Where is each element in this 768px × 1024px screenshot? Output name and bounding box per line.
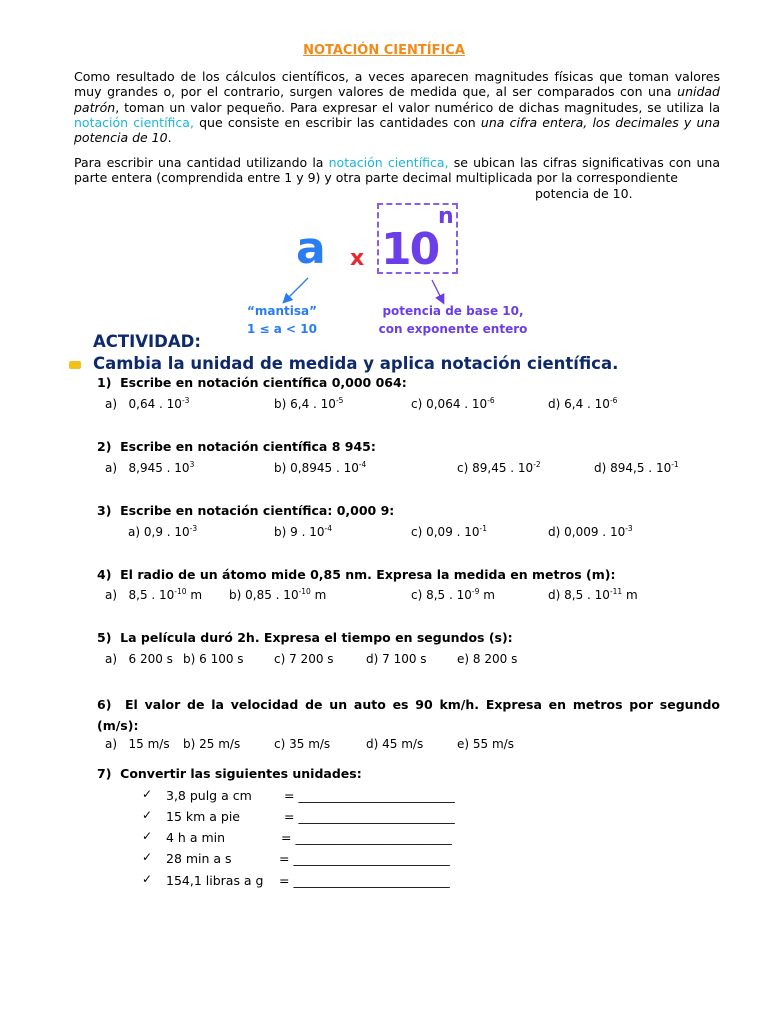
q6-option-e: e) 55 m/s — [457, 737, 514, 751]
intro-paragraph-2: Para escribir una cantidad utilizando la notación científica, se ubican las cifras significativas con una parte entera (comprendida entre 1 y 9) y otra parte decimal multiplicada por la correspondiente — [74, 155, 720, 186]
power-arrow — [432, 280, 442, 300]
folder-icon — [69, 361, 81, 369]
q6-option-c: c) 35 m/s — [274, 737, 331, 751]
q3-option-d: d) 0,009 . $10^{-3}$ — [548, 524, 633, 539]
check-icon: ✓ — [142, 808, 153, 822]
intro-paragraph-1: Como resultado de los cálculos científicos, a veces aparecen magnitudes físicas que toman valores muy grandes o, por el contrario, surgen valores de medida que, al ser comparados con una unidad patrón, toman un valor pequeño. Para expresar el valor numérico de dichas magnitudes, se utiliza la notación científica, que consiste en escribir las cantidades con una cifra entera, los decimales y una potencia de 10. — [74, 69, 720, 146]
question-3: 3) Escribe en notación científica: 0,000 9: — [97, 503, 395, 518]
conversion-label: 154,1 libras a g — [166, 873, 264, 888]
check-icon: ✓ — [142, 872, 153, 886]
power-label: potencia de base 10, con exponente entero — [378, 304, 528, 336]
mantissa-symbol: a — [296, 223, 326, 274]
q1-option-b: b) 6,4 . $10^{-5}$ — [274, 396, 344, 411]
question-4: 4) El radio de un átomo mide 0,85 nm. Expresa la medida en metros (m): — [97, 567, 616, 582]
q6-option-d: d) 45 m/s — [366, 737, 424, 751]
q1-option-a: a) 0,64 . $10^{-3}$ — [105, 396, 190, 411]
q3-option-a: a) 0,9 . $10^{-3}$ — [128, 524, 198, 539]
q4-option-b: b) 0,85 . $10^{-10}$ m — [229, 587, 327, 602]
mantissa-label: “mantisa” 1 ≤ a < 10 — [246, 304, 317, 336]
q2-option-d: d) 894,5 . $10^{-1}$ — [594, 460, 679, 475]
conversion-blank[interactable]: = _________________________ — [279, 851, 450, 866]
q3-option-b: b) 9 . $10^{-4}$ — [274, 524, 332, 539]
question-6: 6) El valor de la velocidad de un auto es 90 km/h. Expresa en metros por segundo (m/s): — [97, 697, 720, 733]
question-7: 7) Convertir las siguientes unidades: — [97, 766, 362, 781]
q2-option-b: b) 0,8945 . $10^{-4}$ — [274, 460, 367, 475]
q5-option-b: b) 6 100 s — [183, 652, 244, 666]
conversion-label: 28 min a s — [166, 851, 232, 866]
activity-heading: ACTIVIDAD: — [93, 332, 201, 351]
conversion-blank[interactable]: = _________________________ — [284, 809, 455, 824]
exponent-symbol: n — [438, 204, 454, 229]
question-5: 5) La película duró 2h. Expresa el tiempo en segundos (s): — [97, 630, 513, 645]
times-symbol: x — [350, 246, 365, 271]
mantissa-arrow — [286, 278, 308, 300]
q3-option-c: c) 0,09 . $10^{-1}$ — [411, 524, 488, 539]
conversion-blank[interactable]: = _________________________ — [284, 788, 455, 803]
conversion-blank[interactable]: = _________________________ — [281, 830, 452, 845]
check-icon: ✓ — [142, 787, 153, 801]
q4-option-a: a) 8,5 . $10^{-10}$ m — [105, 587, 203, 602]
check-icon: ✓ — [142, 829, 153, 843]
q2-option-a: a) 8,945 . $10^3$ — [105, 460, 195, 475]
q1-option-c: c) 0,064 . $10^{-6}$ — [411, 396, 495, 411]
page-title: NOTACIÓN CIENTÍFICA — [303, 43, 465, 58]
q1-option-d: d) 6,4 . $10^{-6}$ — [548, 396, 618, 411]
q5-option-e: e) 8 200 s — [457, 652, 518, 666]
conversion-label: 3,8 pulg a cm — [166, 788, 252, 803]
q5-option-c: c) 7 200 s — [274, 652, 334, 666]
intro-paragraph-2-end: potencia de 10. — [535, 186, 633, 201]
conversion-label: 4 h a min — [166, 830, 226, 845]
q6-option-a: a) 15 m/s — [105, 737, 170, 751]
q4-option-d: d) 8,5 . $10^{-11}$ m — [548, 587, 638, 602]
q5-option-d: d) 7 100 s — [366, 652, 427, 666]
base-ten: 10 — [381, 224, 439, 275]
conversion-blank[interactable]: = _________________________ — [279, 873, 450, 888]
conversion-label: 15 km a pie — [166, 809, 240, 824]
q6-option-b: b) 25 m/s — [183, 737, 241, 751]
activity-subheading: Cambia la unidad de medida y aplica notación científica. — [93, 354, 619, 373]
q2-option-c: c) 89,45 . $10^{-2}$ — [457, 460, 541, 475]
q4-option-c: c) 8,5 . $10^{-9}$ m — [411, 587, 495, 602]
question-1: 1) Escribe en notación científica 0,000 064: — [97, 375, 407, 390]
q5-option-a: a) 6 200 s — [105, 652, 173, 666]
check-icon: ✓ — [142, 850, 153, 864]
question-2: 2) Escribe en notación científica 8 945: — [97, 439, 376, 454]
